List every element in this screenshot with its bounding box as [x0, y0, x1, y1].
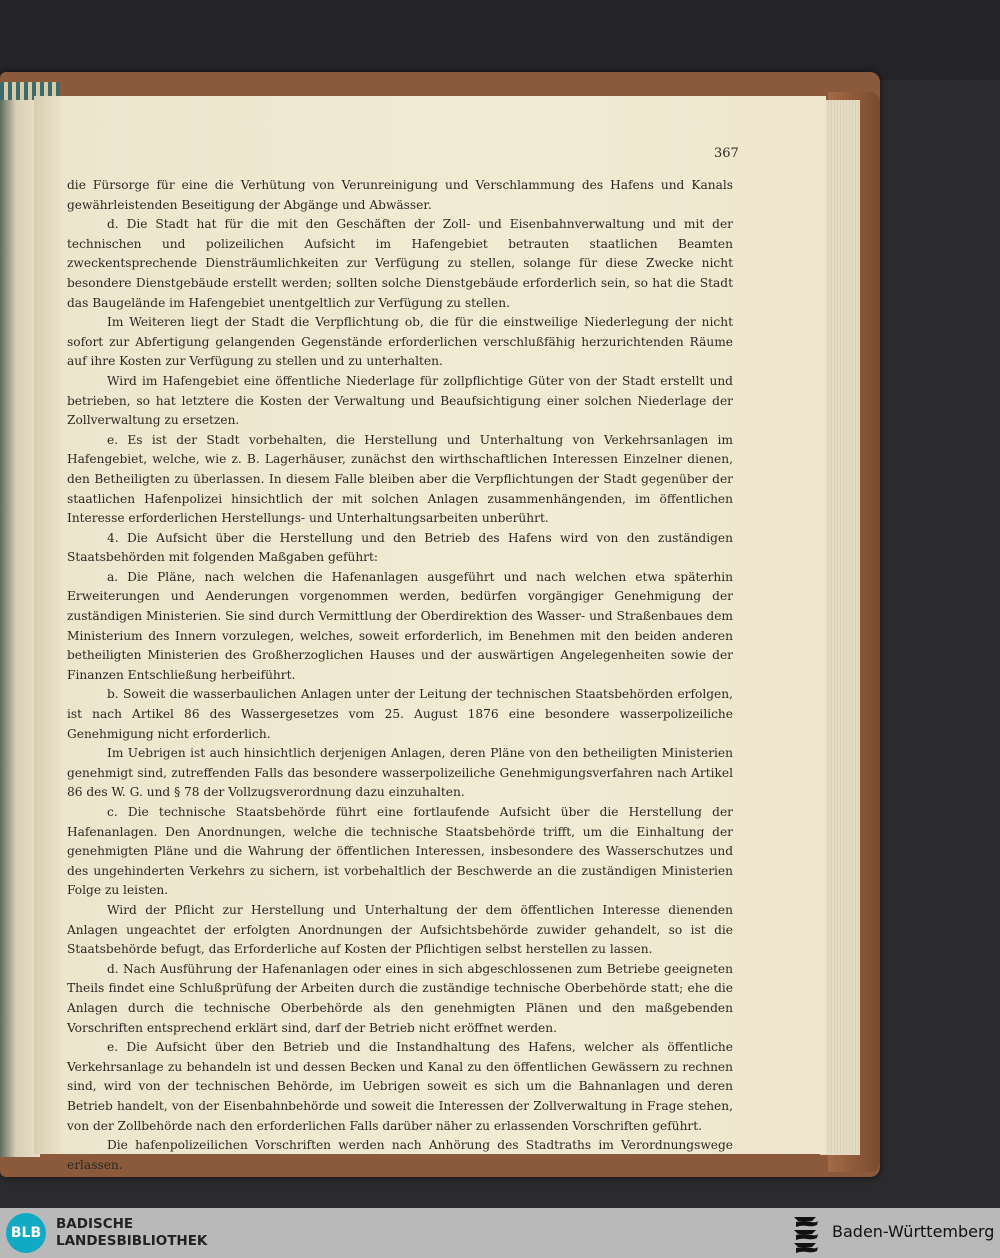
paragraph: d. Nach Ausführung der Hafenanlagen oder eines in sich abgeschlossenen zum Betriebe geeigneten Theils findet eine Schlußprüfung der Arbeiten durch die zuständige technische Oberbehörde statt; ehe die Anlagen durch die technische Oberbehörde als den genehmigten Plänen und den maßgebenden Vorschriften entsprechend erklärt sind, darf der Betrieb nicht eröffnet werden. — [67, 961, 733, 1035]
paragraph: Wird im Hafengebiet eine öffentliche Niederlage für zollpflichtige Güter von der Stadt erstellt und betrieben, so hat letztere die Kosten der Verwaltung und Beaufsichtigung einer solchen Niederlage der Zollverwaltung zu ersetzen. — [67, 373, 733, 428]
state-name[interactable]: Baden-Württemberg — [832, 1222, 995, 1241]
lions-coat-of-arms-icon[interactable] — [790, 1213, 824, 1253]
page-edges — [820, 100, 860, 1155]
paragraph: Wird der Pflicht zur Herstellung und Unterhaltung der dem öffentlichen Interesse dienenden Anlagen ungeachtet der erfolgten Anordnungen der Aufsichtsbehörde zuwider gehandelt, so ist die Staatsbehörde befugt, das Erforderliche auf Kosten der Pflichtigen selbst herstellen zu lassen. — [67, 902, 733, 957]
page-text — [67, 176, 733, 1175]
blb-logo[interactable]: BLB — [6, 1213, 46, 1253]
paragraph: 4. Die Aufsicht über die Herstellung und den Betrieb des Hafens wird von den zuständigen Staatsbehörden mit folgenden Maßgaben geführt: — [67, 530, 733, 565]
paragraph: die Fürsorge für eine die Verhütung von Verunreinigung und Verschlammung des Hafens und Kanals gewährleistenden Beseitigung der Abgänge und Abwässer. — [67, 178, 733, 212]
library-name-line1: BADISCHE — [56, 1216, 134, 1232]
paragraph: c. Die technische Staatsbehörde führt eine fortlaufende Aufsicht über die Herstellung der Hafenanlagen. Den Anordnungen, welche die technische Staatsbehörde trifft, um die Einhaltung der genehmigten Pläne und die Wahrung der öffentlichen Interessen, insbesondere des Wasserschutzes und des ungehinderten Verkehrs zu sichern, ist vorbehaltlich der Beschwerde an die zuständigen Ministerien Folge zu leisten. — [67, 805, 733, 898]
paragraph: Die hafenpolizeilichen Vorschriften werden nach Anhörung des Stadtraths im Verordnungswege erlassen. — [67, 1138, 733, 1172]
paragraph: d. Die Stadt hat für die mit den Geschäften der Zoll- und Eisenbahnverwaltung und mit der technischen und polizeilichen Aufsicht im Hafengebiet betrauten staatlichen Beamten zweckentsprechende Diensträumlichkeiten zur Verfügung zu stellen, solange für diese Zwecke nicht besondere Dienstgebäude erstellt werden; sollten solche Dienstgebäude erforderlich sein, so hat die Stadt das Baugelände im Hafengebiet unentgeltlich zur Verfügung zu stellen. — [67, 217, 733, 310]
paragraph: a. Die Pläne, nach welchen die Hafenanlagen ausgeführt und nach welchen etwa späterhin Erweiterungen und Aenderungen vorgenommen werden, bedürfen vorgängiger Genehmigung der zuständigen Ministerien. Sie sind durch Vermittlung der Oberdirektion des Wasser- und Straßenbaues dem Ministerium des Innern vorzulegen, welches, soweit erforderlich, im Benehmen mit den beiden anderen betheiligten Ministerien des Großherzoglichen Hauses und der auswärtigen Angelegenheiten sowie der Finanzen Entschließung herbeiführt. — [67, 569, 733, 682]
page-number: 367 — [714, 146, 739, 161]
background — [0, 0, 1000, 80]
library-name-line2: LANDESBIBLIOTHEK — [56, 1233, 208, 1249]
paragraph: e. Es ist der Stadt vorbehalten, die Herstellung und Unterhaltung von Verkehrsanlagen im Hafengebiet, welche, wie z. B. Lagerhäuser, zunächst den wirthschaftlichen Interessen Einzelner dienen, den Betheiligten zu überlassen. In diesem Falle bleiben aber die Verpflichtungen der Stadt gegenüber der staatlichen Hafenpolizei hinsichtlich der mit solchen Anlagen zusammenhängenden, im öffentlichen Interesse erforderlichen Herstellungs- und Unterhaltungsarbeiten unberührt. — [67, 432, 733, 526]
paragraph: Im Weiteren liegt der Stadt die Verpflichtung ob, die für die einstweilige Niederlegung der nicht sofort zur Abfertigung gelangenden Gegenstände erforderlichen verschlußfähig herzurichtenden Räume auf ihre Kosten zur Verfügung zu stellen und zu unterhalten. — [67, 315, 733, 369]
library-name[interactable] — [56, 1216, 207, 1250]
paragraph: e. Die Aufsicht über den Betrieb und die Instandhaltung des Hafens, welcher als öffentliche Verkehrsanlage zu behandeln ist und dessen Becken und Kanal zu den öffentlichen Gewässern zu rechnen sind, wird von der technischen Behörde, im Uebrigen soweit es sich um die Bahnanlagen und deren Betrieb handelt, von der Eisenbahnbehörde und soweit die Interessen der Zollverwaltung in Frage stehen, von der Zollbehörde nach den erforderlichen Falls darüber näher zu erlassenden Vorschriften geführt. — [67, 1040, 733, 1133]
paragraph: b. Soweit die wasserbaulichen Anlagen unter der Leitung der technischen Staatsbehörden erfolgen, ist nach Artikel 86 des Wassergesetzes vom 25. August 1876 eine besondere wasserpolizeiliche Genehmigung nicht erforderlich. — [67, 687, 733, 741]
paragraph: Im Uebrigen ist auch hinsichtlich derjenigen Anlagen, deren Pläne von den betheiligten Ministerien genehmigt sind, zutreffenden Falls das besondere wasserpolizeiliche Genehmigungsverfahren nach Artikel 86 des W. G. und § 78 der Vollzugsverordnung dazu einzuhalten. — [67, 746, 733, 800]
